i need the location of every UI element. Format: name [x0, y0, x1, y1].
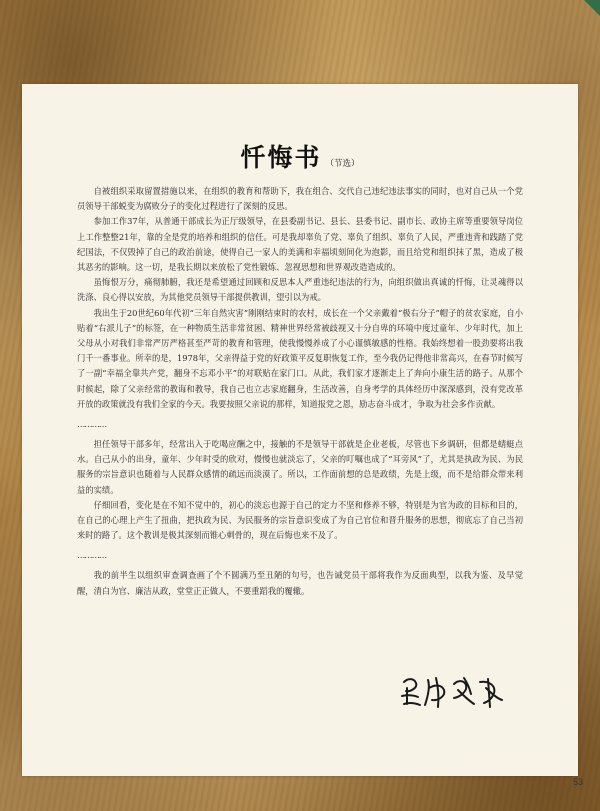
- paragraph-5: 担任领导干部多年，经常出入于吃喝应酬之中，接触的不是领导干部就是企业老板，尽管也下乡调研，但都是蜻蜓点水。自己从小的出身，童年、少年时受的欣对，慢慢也就淡忘了，父亲的叮嘱也成了“耳旁风”了，尤其是执政为民、为民服务的宗旨意识也随着与人民群众感情的疏远而淡漠了。所以，工作面前想的总是政绩，先是上级，而不是给群众带来利益的实绩。: [77, 439, 523, 495]
- paragraph-7: 我的前半生以组织审查调查画了个不圆满乃至丑陋的句号，也告诫党员干部将我作为反面典型，以我为鉴、及早觉醒，清白为官、廉洁从政，堂堂正正做人，不要重蹈我的覆辙。: [77, 570, 523, 596]
- spacer: [77, 430, 523, 437]
- page-subtitle: （节选）: [325, 159, 360, 169]
- spacer: [77, 561, 523, 568]
- spacer: [77, 412, 523, 419]
- spacer: [77, 543, 523, 550]
- document-body: [77, 184, 523, 599]
- ellipsis-divider-1: …………: [77, 419, 107, 430]
- paragraph-6: 仔细回看，变化是在不知不觉中的，初心的淡忘也源于自己的定力不坚和修养不够，特别是为官为政的目标和目的，在自己的心理上产生了扭曲，把执政为民、为民服务的宗旨意识变成了为自己官位和晋升服务的思想，彻底忘了自己当初来时的路了。这个教训是极其深刻而锥心刺骨的，现在后悔也来不及了。: [77, 499, 523, 541]
- page-number: 53: [572, 777, 583, 787]
- handwritten-signature: [398, 674, 508, 710]
- corner-decoration: [584, 0, 600, 16]
- ellipsis-divider-2: …………: [77, 550, 107, 561]
- page-title: 忏悔书: [240, 143, 322, 172]
- document-paper: [22, 84, 578, 776]
- paragraph-1: 自被组织采取留置措施以来，在组织的教育和帮助下，我在组合、交代自己违纪违法事实的同时，也对自己从一个党员领导干部蜕变为腐败分子的变化过程进行了深刻的反思。: [77, 186, 523, 212]
- paragraph-3: 虽悔恨万分，痛彻肺腑，我还是希望通过回顾和反思本人严重违纪违法的行为，向组织做出真诚的忏悔，让灵魂得以洗涤、良心得以安放，为其他党员领导干部提供教训，望引以为戒。: [77, 277, 523, 303]
- paragraph-4: 我出生于20世纪60年代初“三年自然灾害”刚刚结束时的农村，成长在一个父亲戴着“极右分子”帽子的贫农家庭，自小贴着“右派儿子”的标签，在一种物质生活非常贫困、精神世界经常被歧视又十分自卑的环境中度过童年、少年时代，加上父母从小对我们非常严厉严格甚至严苛的教育和管理，使我慢慢养成了小心谨慎敏感的性格。我始终想着一股劲要将出我门千一番事业。所幸的是，1978年，父亲得益于党的好政策平反复职恢复工作，至今我仍记得他非常高兴，在春节时候写了一副“幸福全靠共产党，翻身不忘邓小平”的对联贴在家门口。从此，我们家才逐渐走上了奔向小康生活的路子。从那个时候起，除了父亲经常的教诲和教导，我自己也立志家庭翻身，生活改善，自身考学的具体经历中深深感到，没有党改革开放的政策就没有我们全家的今天。我要按照父亲说的那样，知道报党之恩，励志奋斗成才，争取为社会多作贡献。: [77, 307, 523, 409]
- paragraph-2: 参加工作37年，从普通干部成长为正厅级领导，在县委副书记、县长、县委书记、副市长、政协主席等重要领导岗位上工作整整21年，靠的全是党的培养和组织的信任。可是我却辜负了党、辜负了组织、辜负了人民，严重违背和践踏了党纪国法，不仅毁掉了自己的政治前途，使得自己一家人的美满和幸福顷刻间化为泡影，而且给党和组织抹了黑，造成了极其恶劣的影响。这一切，是我长期以来放松了党性锻炼、忽视思想和世界观改造造成的。: [77, 216, 523, 273]
- title-block: [22, 138, 578, 174]
